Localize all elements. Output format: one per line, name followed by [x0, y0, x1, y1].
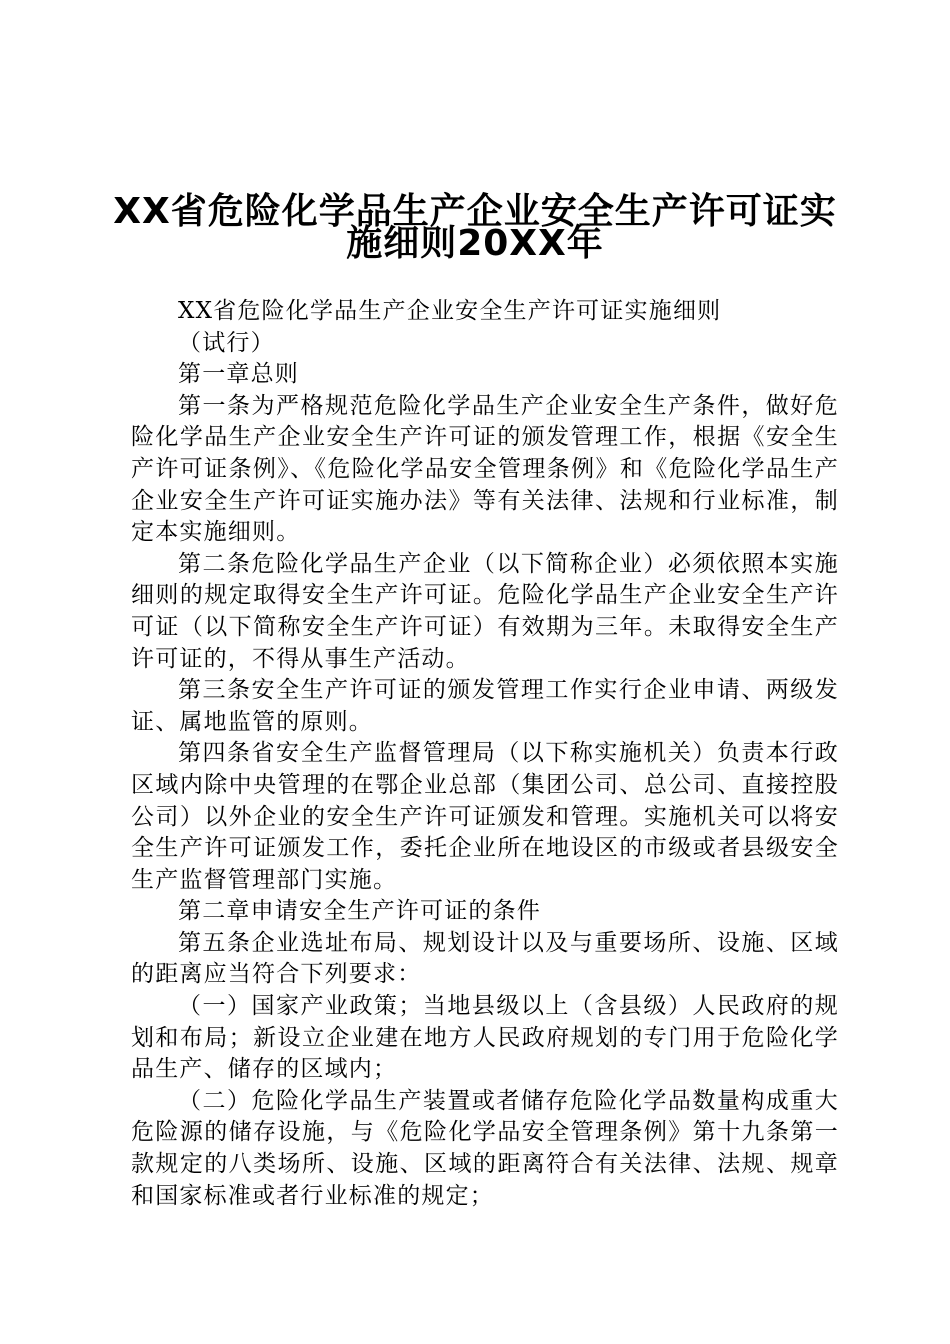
chapter-heading-2: 第二章申请安全生产许可证的条件 — [178, 898, 541, 925]
document-title-line-1: XX省危险化学品生产企业安全生产许可证实 — [113, 191, 837, 232]
paragraph-article-3: 第三条安全生产许可证的颁发管理工作实行企业申请、两级发证、属地监管的原则。 — [131, 677, 839, 735]
paragraph-subtitle: XX省危险化学品生产企业安全生产许可证实施细则 — [178, 298, 722, 324]
chapter-heading-1: 第一章总则 — [178, 361, 299, 388]
paragraph-item-2: （二）危险化学品生产装置或者储存危险化学品数量构成重大危险源的储存设施，与《危险化学品安全管理条例》第十九条第一款规定的八类场所、设施、区域的距离符合有关法律、法规、规章和国家标准或者行业标准的规定； — [131, 1087, 839, 1209]
document-title-line-2: 施细则20XX年 — [346, 223, 604, 264]
document-body — [131, 296, 839, 1212]
paragraph-item-1: （一）国家产业政策；当地县级以上（含县级）人民政府的规划和布局；新设立企业建在地方人民政府规划的专门用于危险化学品生产、储存的区域内； — [131, 993, 839, 1083]
paragraph-article-5: 第五条企业选址布局、规划设计以及与重要场所、设施、区域的距离应当符合下列要求： — [131, 929, 839, 988]
paragraph-article-2: 第二条危险化学品生产企业（以下简称企业）必须依照本实施细则的规定取得安全生产许可证。危险化学品生产企业安全生产许可证（以下简称安全生产许可证）有效期为三年。未取得安全生产许可证的，不得从事生产活动。 — [131, 550, 839, 672]
paragraph-article-1: 第一条为严格规范危险化学品生产企业安全生产条件，做好危险化学品生产企业安全生产许可证的颁发管理工作，根据《安全生产许可证条例》、《危险化学品安全管理条例》和《危险化学品生产企业安全生产许可证实施办法》等有关法律、法规和行业标准，制定本实施细则。 — [131, 392, 839, 546]
paragraph-trial-note: （试行） — [178, 329, 275, 356]
paragraph-article-4: 第四条省安全生产监督管理局（以下称实施机关）负责本行政区域内除中央管理的在鄂企业总部（集团公司、总公司、直接控股公司）以外企业的安全生产许可证颁发和管理。实施机关可以将安全生产许可证颁发工作，委托企业所在地设区的市级或者县级安全生产监督管理部门实施。 — [131, 740, 839, 893]
